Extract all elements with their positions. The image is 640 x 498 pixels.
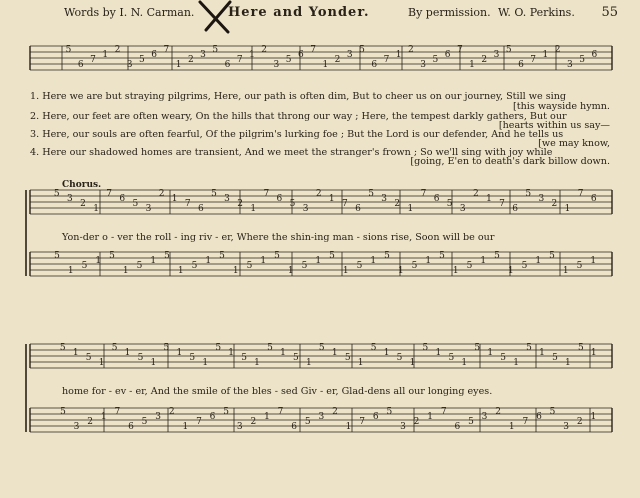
shape-note: 1 <box>150 358 157 368</box>
shape-note: 7 <box>184 199 191 209</box>
shape-note: 7 <box>90 55 96 65</box>
shape-note: 2 <box>495 407 502 417</box>
shape-note: 1 <box>469 60 475 70</box>
shape-note: 1 <box>280 348 286 358</box>
verse-1 <box>30 91 566 102</box>
shape-note: 2 <box>332 407 338 417</box>
shape-note: 1 <box>182 422 189 432</box>
shape-note: 6 <box>454 422 461 432</box>
shape-note: 6 <box>297 50 304 60</box>
shape-note: 1 <box>508 422 515 432</box>
hymn-title: Here and Yonder. <box>228 5 370 20</box>
shape-note: 6 <box>518 60 524 70</box>
words-credit: Words by I. N. Carman. <box>64 6 195 19</box>
shape-note: 6 <box>512 204 518 214</box>
shape-note: 2 <box>394 199 401 209</box>
shape-note: 2 <box>481 55 488 65</box>
shape-note: 2 <box>576 417 583 427</box>
shape-note: 7 <box>106 189 113 199</box>
shape-note: 5 <box>246 261 253 271</box>
shape-note: 2 <box>472 189 479 199</box>
shape-note: 5 <box>432 55 439 65</box>
shape-note: 5 <box>525 189 532 199</box>
shape-note: 5 <box>132 199 139 209</box>
shape-note: 2 <box>554 45 561 55</box>
shape-note: 1 <box>383 348 390 358</box>
shape-note: 2 <box>413 417 420 427</box>
shape-note: 1 <box>590 348 597 358</box>
shape-note: 2 <box>551 199 558 209</box>
shape-note: 6 <box>372 412 379 422</box>
shape-note: 1 <box>254 358 260 368</box>
verse-2 <box>30 111 567 122</box>
shape-note: 7 <box>440 407 447 417</box>
shape-note: 1 <box>539 348 545 358</box>
shape-note: 3 <box>67 194 73 204</box>
shape-note: 1 <box>328 194 335 204</box>
shape-note: 1 <box>357 358 364 368</box>
shape-note: 3 <box>200 50 206 60</box>
shape-note: 5 <box>500 353 507 363</box>
shape-note: 1 <box>461 358 468 368</box>
shape-note: 3 <box>273 60 280 70</box>
shape-note: 1 <box>565 358 571 368</box>
composer-credit: W. O. Perkins. <box>498 6 575 19</box>
shape-note: 1 <box>513 358 519 368</box>
shape-note: 5 <box>293 353 299 363</box>
shape-note: 6 <box>536 412 542 422</box>
shape-note: 5 <box>356 261 363 271</box>
shape-note: 3 <box>538 194 545 204</box>
shape-note: 7 <box>522 417 529 427</box>
shape-note: 1 <box>102 50 109 60</box>
shape-note: 5 <box>189 353 196 363</box>
shape-note: 5 <box>219 251 225 261</box>
shape-note: 3 <box>73 422 80 432</box>
shape-note: 1 <box>370 256 377 266</box>
shape-note: 7 <box>499 199 505 209</box>
shape-note: 2 <box>261 45 268 55</box>
shape-note: 5 <box>289 199 296 209</box>
shape-note: 5 <box>439 251 445 261</box>
shape-note: 1 <box>435 348 442 358</box>
shape-note: 5 <box>191 261 198 271</box>
shape-note: 5 <box>579 55 585 65</box>
page-number: 55 <box>601 5 618 20</box>
shape-note: 7 <box>277 407 284 417</box>
verse-number: 4. <box>30 147 40 158</box>
shape-note: 5 <box>85 353 92 363</box>
shape-note: 1 <box>260 256 267 266</box>
shape-note: 5 <box>521 261 528 271</box>
shape-note: 5 <box>526 343 532 353</box>
shape-note: 1 <box>542 50 549 60</box>
shape-note: 3 <box>563 422 570 432</box>
shape-note: 5 <box>137 353 144 363</box>
shape-note: 5 <box>370 343 377 353</box>
shape-note: 1 <box>425 256 432 266</box>
shape-note: 3 <box>302 204 309 214</box>
shape-note: 6 <box>119 194 126 204</box>
shape-note: 7 <box>577 189 584 199</box>
verse-text: Here, our souls are often fearful, Of the pilgrim's lurking foe ; But the Lord is our defender, And he tells us <box>42 129 564 140</box>
shape-note: 6 <box>276 194 283 204</box>
shape-note: 5 <box>139 55 145 65</box>
shape-note: 5 <box>267 343 273 353</box>
shape-note: 5 <box>577 343 584 353</box>
shape-note: 3 <box>318 412 325 422</box>
shape-note: 2 <box>334 55 341 65</box>
shape-note: 5 <box>53 189 60 199</box>
shape-note: 5 <box>396 353 403 363</box>
verse-3-continuation: [we may know, <box>538 138 610 149</box>
shape-note: 1 <box>480 256 487 266</box>
shape-note: 6 <box>224 60 231 70</box>
shape-note: 1 <box>345 422 352 432</box>
shape-note: 3 <box>155 412 162 422</box>
shape-note: 5 <box>65 45 72 55</box>
shape-note: 3 <box>224 194 230 204</box>
shape-note: 3 <box>400 422 406 432</box>
shape-note: 1 <box>232 266 239 276</box>
shape-note: 5 <box>411 261 418 271</box>
shape-note: 1 <box>590 412 597 422</box>
shape-note: 5 <box>466 261 473 271</box>
shape-note: 1 <box>150 256 157 266</box>
shape-note: 5 <box>549 407 556 417</box>
shape-note: 6 <box>197 204 204 214</box>
shape-note: 3 <box>566 60 573 70</box>
shape-note: 5 <box>468 417 474 427</box>
shape-note: 3 <box>420 60 426 70</box>
shape-note: 6 <box>355 204 361 214</box>
shape-note: 1 <box>228 348 235 358</box>
shape-note: 7 <box>310 45 316 55</box>
shape-note: 5 <box>54 251 60 261</box>
shape-note: 2 <box>114 45 121 55</box>
shape-note: 3 <box>126 60 133 70</box>
shape-note: 1 <box>507 266 514 276</box>
shape-note: 1 <box>409 358 416 368</box>
shape-note: 5 <box>109 251 115 261</box>
shape-note: 2 <box>168 407 175 417</box>
shape-note: 1 <box>564 204 571 214</box>
verse-4-continuation: [going, E'en to death's dark billow down. <box>410 156 610 167</box>
shape-note: 1 <box>249 50 255 60</box>
shape-note: 1 <box>93 204 99 214</box>
shape-note: 5 <box>141 417 148 427</box>
shape-note: 5 <box>60 407 66 417</box>
shape-note: 2 <box>237 199 243 209</box>
shape-note: 5 <box>274 251 280 261</box>
shape-note: 1 <box>171 194 178 204</box>
shape-note: 5 <box>384 251 390 261</box>
shape-note: 1 <box>202 358 209 368</box>
shape-note: 2 <box>408 45 414 55</box>
shape-note: 5 <box>344 353 351 363</box>
verse-number: 3. <box>30 129 40 140</box>
verse-3 <box>30 129 563 140</box>
shape-note: 5 <box>494 251 500 261</box>
shape-note: 1 <box>486 194 492 204</box>
shape-note: 6 <box>444 50 451 60</box>
shape-note: 5 <box>111 343 118 353</box>
shape-note: 6 <box>77 60 84 70</box>
shape-note: 1 <box>250 204 257 214</box>
chorus-lyrics-line-1: Yon-der o - ver the roll - ing riv - er, Where the shin-ing man - sions rise, Soon will be our <box>62 232 495 243</box>
shape-note: 6 <box>591 50 598 60</box>
shape-note: 2 <box>87 417 94 427</box>
shape-note: 5 <box>576 261 583 271</box>
shape-note: 5 <box>552 353 558 363</box>
shape-note: 5 <box>81 261 88 271</box>
shape-note: 7 <box>530 55 537 65</box>
shape-note: 1 <box>590 256 597 266</box>
shape-note: 1 <box>98 358 105 368</box>
shape-note: 1 <box>287 266 294 276</box>
shape-note: 5 <box>505 45 512 55</box>
shape-note: 1 <box>315 256 322 266</box>
shape-note: 1 <box>322 60 329 70</box>
shape-note: 7 <box>420 189 427 199</box>
shape-note: 1 <box>305 358 312 368</box>
shape-note: 1 <box>264 412 270 422</box>
shape-note: 5 <box>386 407 393 417</box>
shape-note: 3 <box>481 412 488 422</box>
shape-note: 5 <box>359 45 365 55</box>
shape-note: 5 <box>136 261 143 271</box>
shape-note: 1 <box>175 60 182 70</box>
shape-note: 7 <box>342 199 348 209</box>
shape-note: 3 <box>346 50 353 60</box>
shape-note: 5 <box>301 261 308 271</box>
shape-note: 1 <box>535 256 542 266</box>
shape-note: 1 <box>331 348 338 358</box>
shape-note: 5 <box>448 353 455 363</box>
shape-note: 1 <box>452 266 459 276</box>
shape-note: 5 <box>212 45 219 55</box>
chorus-label: Chorus. <box>62 180 102 190</box>
shape-note: 5 <box>329 251 335 261</box>
shape-note: 1 <box>176 348 183 358</box>
shape-note: 1 <box>205 256 212 266</box>
permission-note: By permission. <box>408 6 491 19</box>
verse-text: Here, our feet are often weary, On the hills that throng our way ; Here, the tempest darkly gathers, But our <box>42 111 567 122</box>
shape-note: 6 <box>128 422 134 432</box>
shape-note: 1 <box>397 266 404 276</box>
shape-note: 3 <box>381 194 388 204</box>
shape-note: 7 <box>196 417 202 427</box>
shape-note: 5 <box>285 55 292 65</box>
verse-2-continuation: [hearts within us say— <box>498 120 610 131</box>
shape-note: 5 <box>422 343 429 353</box>
verse-text: Here our shadowed homes are transient, And we meet the stranger's frown ; So we'll sing with joy while <box>42 147 553 158</box>
shape-note: 6 <box>433 194 440 204</box>
shape-note: 5 <box>474 343 481 353</box>
shape-note: 1 <box>487 348 494 358</box>
shape-note: 1 <box>562 266 569 276</box>
shape-note: 3 <box>236 422 243 432</box>
shape-note: 1 <box>95 256 102 266</box>
shape-note: 5 <box>215 343 222 353</box>
shape-note: 5 <box>241 353 247 363</box>
shape-note: 5 <box>446 199 453 209</box>
shape-note: 2 <box>158 189 165 199</box>
shape-note: 3 <box>145 204 152 214</box>
shape-note: 1 <box>72 348 79 358</box>
shape-note: 5 <box>164 251 170 261</box>
shape-note: 1 <box>122 266 129 276</box>
verse-number: 2. <box>30 111 40 122</box>
shape-note: 7 <box>236 55 243 65</box>
shape-note: 5 <box>318 343 325 353</box>
shape-note: 5 <box>211 189 217 199</box>
shape-note: 2 <box>80 199 86 209</box>
shape-note: 7 <box>163 45 170 55</box>
shape-note: 5 <box>59 343 66 353</box>
verse-text: Here we are but straying pilgrims, Here, our path is often dim, But to cheer us on our journey, Still we sing <box>42 91 567 102</box>
shape-note: 3 <box>493 50 500 60</box>
shape-note: 5 <box>163 343 170 353</box>
shape-note: 1 <box>395 50 402 60</box>
shape-note: 5 <box>223 407 230 417</box>
shape-note: 3 <box>459 204 466 214</box>
shape-note: 7 <box>359 417 366 427</box>
shape-note: 7 <box>383 55 390 65</box>
shape-note: 5 <box>304 417 311 427</box>
shape-note: 6 <box>371 60 378 70</box>
shape-note: 7 <box>263 189 270 199</box>
shape-note: 2 <box>315 189 322 199</box>
shape-note: 7 <box>114 407 121 417</box>
chorus-lyrics-line-2: home for - ev - er, And the smile of the bles - sed Giv - er, Glad-dens all our longing eyes. <box>62 386 493 397</box>
shape-note: 1 <box>124 348 131 358</box>
shape-note: 1 <box>67 266 74 276</box>
shape-note: 5 <box>368 189 374 199</box>
shape-note: 7 <box>456 45 463 55</box>
shape-note: 1 <box>342 266 349 276</box>
shape-note: 6 <box>151 50 157 60</box>
verse-number: 1. <box>30 91 40 102</box>
shape-note: 1 <box>407 204 414 214</box>
shape-note: 6 <box>209 412 216 422</box>
shape-note: 6 <box>590 194 597 204</box>
shape-note: 1 <box>427 412 434 422</box>
shape-note: 6 <box>291 422 298 432</box>
shape-note: 1 <box>100 412 107 422</box>
verse-1-continuation: [this wayside hymn. <box>513 101 610 112</box>
shape-note: 2 <box>187 55 194 65</box>
shape-note: 2 <box>250 417 257 427</box>
shape-note: 1 <box>177 266 184 276</box>
shape-note: 5 <box>549 251 555 261</box>
